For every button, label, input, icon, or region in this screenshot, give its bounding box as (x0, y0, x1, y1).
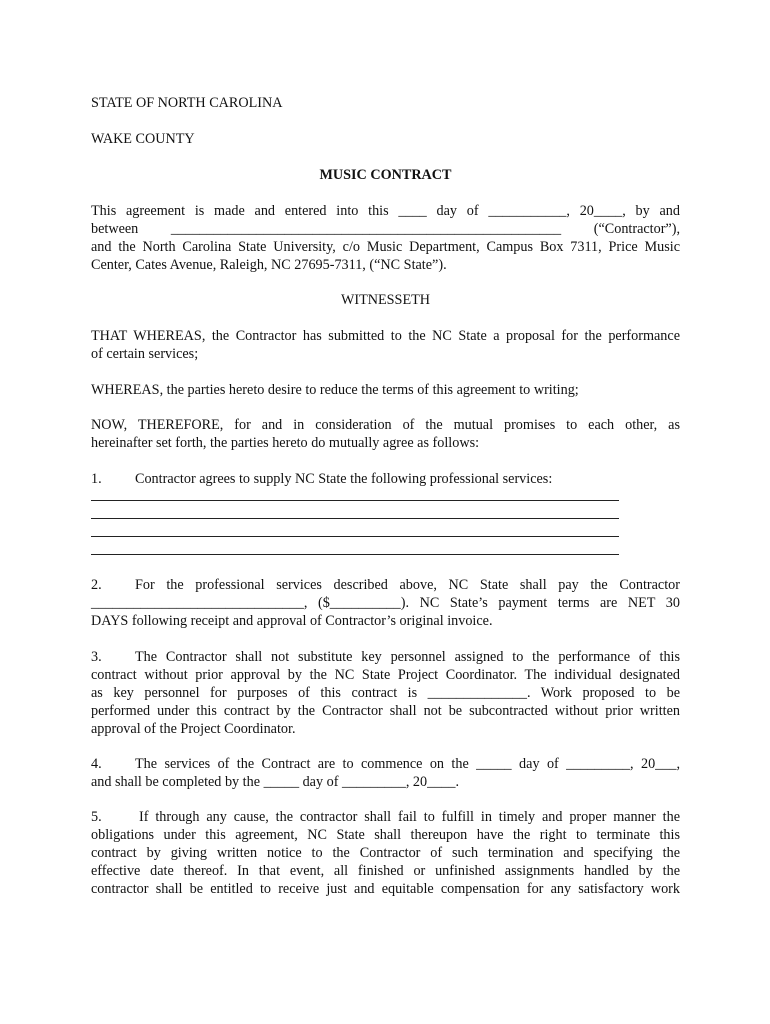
document-title: MUSIC CONTRACT (319, 167, 452, 183)
clause-number: 4. (91, 756, 102, 772)
clause-3-line: approval of the Project Coordinator. (91, 721, 296, 737)
clause-text: Contractor agrees to supply NC State the following professional services: (135, 471, 553, 487)
whereas-paragraph-2: WHEREAS, the parties hereto desire to reduce the terms of this agreement to writing; (91, 382, 579, 398)
clause-5-line: obligations under this agreement, NC State shall thereupon have the right to terminate this (91, 827, 680, 843)
clause-number: 3. (91, 649, 102, 665)
clause-3-line: as key personnel for purposes of this contract is ______________. Work proposed to be (91, 685, 680, 701)
intro-line: Center, Cates Avenue, Raleigh, NC 27695-7311, (“NC State”). (91, 257, 447, 273)
state-heading: STATE OF NORTH CAROLINA (91, 95, 283, 111)
clause-number: 2. (91, 577, 102, 593)
clause-4-line: and shall be completed by the _____ day of _________, 20____. (91, 774, 460, 790)
clause-3-line (91, 648, 680, 666)
clause-2-line: DAYS following receipt and approval of Contractor’s original invoice. (91, 613, 493, 629)
services-blank-line (91, 536, 619, 537)
intro-line: This agreement is made and entered into this ____ day of ___________, 20____, by and (91, 203, 680, 219)
clause-number: 1. (91, 471, 102, 487)
services-blank-line (91, 518, 619, 519)
clause-5-line: contract by giving written notice to the Contractor of such termination and specifying the (91, 845, 680, 861)
whereas-line: THAT WHEREAS, the Contractor has submitted to the NC State a proposal for the performance (91, 328, 680, 344)
clause-1-line (91, 470, 680, 488)
clause-number: 5. (91, 809, 102, 825)
clause-text: If through any cause, the contractor shall fail to fulfill in timely and proper manner the (139, 809, 680, 825)
intro-line: between _______________________________________________________ (“Contractor”), (91, 221, 680, 237)
clause-5-line: contractor shall be entitled to receive just and equitable compensation for any satisfactory work (91, 881, 680, 897)
now-therefore-line: hereinafter set forth, the parties hereto do mutually agree as follows: (91, 435, 480, 451)
witnesseth-heading: WITNESSETH (340, 292, 431, 308)
clause-3-line: contract without prior approval by the NC State Project Coordinator. The individual designated (91, 667, 680, 683)
clause-2-line (91, 576, 680, 594)
county-heading: WAKE COUNTY (91, 131, 195, 147)
clause-5-line: effective date thereof. In that event, all finished or unfinished assignments handled by the (91, 863, 680, 879)
services-blank-line (91, 554, 619, 555)
clause-text: The services of the Contract are to commence on the _____ day of _________, 20___, (135, 756, 680, 772)
clause-text: For the professional services described above, NC State shall pay the Contractor (135, 577, 680, 593)
clause-4-line (91, 755, 680, 773)
clause-2-line: ______________________________, ($__________). NC State’s payment terms are NET 30 (91, 595, 680, 611)
intro-line: and the North Carolina State University, c/o Music Department, Campus Box 7311, Price Music (91, 239, 680, 255)
clause-5-line (91, 808, 680, 826)
services-blank-line (91, 500, 619, 501)
now-therefore-line: NOW, THEREFORE, for and in consideration of the mutual promises to each other, as (91, 417, 680, 433)
whereas-line: of certain services; (91, 346, 199, 362)
clause-text: The Contractor shall not substitute key personnel assigned to the performance of this (135, 649, 680, 665)
clause-3-line: performed under this contract by the Contractor shall not be subcontracted without prior written (91, 703, 680, 719)
